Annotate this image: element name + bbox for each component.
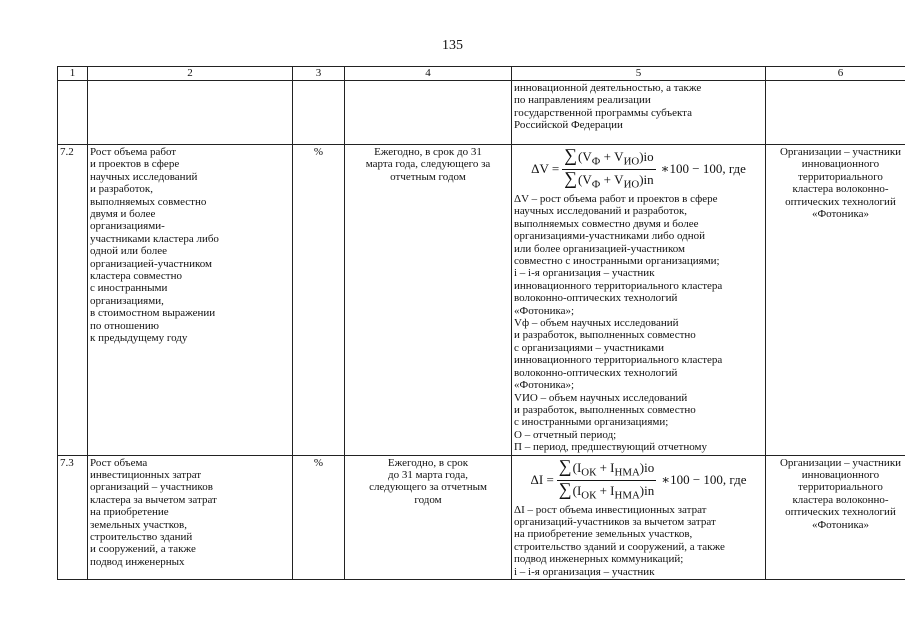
indicators-table — [57, 66, 905, 580]
formula-lhs: ΔV = — [531, 161, 560, 177]
formula-lhs: ΔI = — [530, 471, 554, 487]
header-row — [58, 67, 905, 81]
header-col-1: 1 — [58, 67, 88, 81]
formula-tail: ∗100 − 100, где — [661, 471, 747, 487]
formula-denominator: $\sum(V_Ф + V_{ИО})in$ — [564, 168, 654, 191]
unit: % — [293, 455, 345, 579]
header-col-6: 6 — [766, 67, 905, 81]
row-number: 7.2 — [58, 145, 88, 456]
formula-denominator: $\sum(I_{ОК} + I_{НМА})in$ — [558, 478, 655, 502]
table-row — [58, 145, 905, 456]
continuation-method: инновационной деятельностью, а также по направлениям реализации государственной программы субъекта Российской Федерации — [512, 81, 766, 145]
method-cell — [512, 145, 766, 456]
formula — [514, 455, 763, 502]
deadline: Ежегодно, в срок до 31 марта года, следующего за отчетным годом — [345, 455, 512, 579]
formula-numerator: $\sum(V_Ф + V_{ИО})io$ — [562, 148, 655, 170]
row-number: 7.3 — [58, 455, 88, 579]
header-col-3: 3 — [293, 67, 345, 81]
deadline: Ежегодно, в срок до 31 марта года, следующего за отчетным годом — [345, 145, 512, 456]
formula-tail: ∗100 − 100, где — [660, 161, 746, 177]
method-description: ΔV – рост объема работ и проектов в сфере научных исследований и разработок, выполняемых совместно двумя и более организациями-участниками либо одной или более организацией-участником совместно с иностранными организациями; i – i-я организация – участник инновационного территориального кластера волоконно-оптических технологий «Фотоника»; Vф – объем научных исследований и разработок, выполненных совместно с организациями – участниками инновационного территориального кластера волоконно-оптических технологий «Фотоника»; VИО – объем научных исследований и разработок, выполненных совместно с иностранными организациями; О – отчетный период; П – период, предшествующий отчетному — [514, 193, 723, 454]
formula-numerator: $\sum(I_{ОК} + I_{НМА})io$ — [557, 459, 656, 481]
formula — [514, 145, 763, 191]
unit: % — [293, 145, 345, 456]
header-col-4: 4 — [345, 67, 512, 81]
page-number: 135 — [442, 38, 463, 53]
table-row — [58, 455, 905, 579]
header-col-2: 2 — [88, 67, 293, 81]
responsible: Организации – участники инновационного территориального кластера волоконно- оптических технологий «Фотоника» — [766, 455, 905, 579]
continuation-row — [58, 81, 905, 145]
responsible: Организации – участники инновационного территориального кластера волоконно- оптических технологий «Фотоника» — [766, 145, 905, 456]
method-cell — [512, 455, 766, 579]
header-col-5: 5 — [512, 67, 766, 81]
method-description: ΔI – рост объема инвестиционных затрат организаций-участников за вычетом затрат на приобретение земельных участков, строительство зданий и сооружений, а также подвод инженерных коммуникаций; i – i-я организация – участник — [514, 503, 725, 578]
indicator-name: Рост объема инвестиционных затрат организаций – участников кластера за вычетом затрат на приобретение земельных участков, строительство зданий и сооружений, а также подвод инженерных — [88, 455, 293, 579]
indicator-name: Рост объема работ и проектов в сфере научных исследований и разработок, выполняемых совместно двумя и более организациями- участниками кластера либо одной или более организацией-участником кластера совместно с иностранными организациями, в стоимостном выражении по отношению к предыдущему году — [88, 145, 293, 456]
